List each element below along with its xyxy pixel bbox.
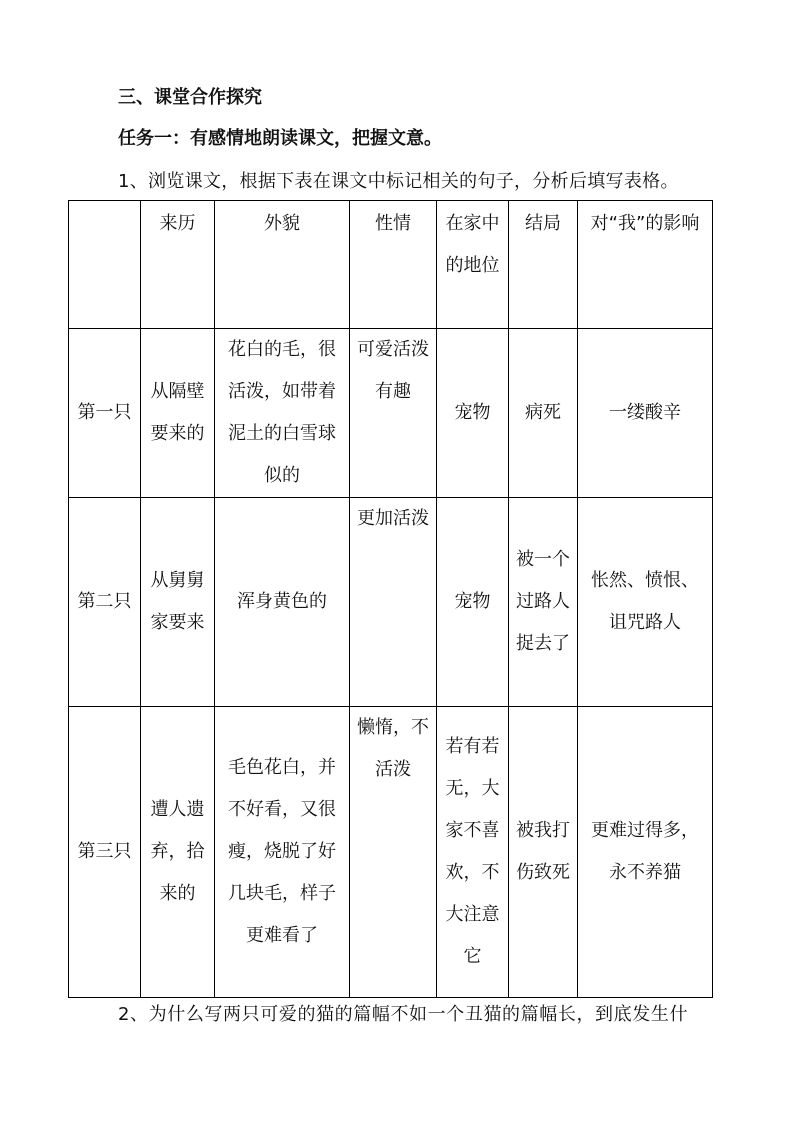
task-heading: 任务一：有感情地朗读课文，把握文意。 xyxy=(118,128,442,149)
header-cell-ending: 结局 xyxy=(509,201,578,329)
table-cell: 花白的毛，很活泼，如带着泥土的白雪球似的 xyxy=(215,329,350,498)
question-2-paragraph: 2、为什么写两只可爱的猫的篇幅不如一个丑猫的篇幅长，到底发生什 xyxy=(118,1004,689,1025)
table-cell: 浑身黄色的 xyxy=(215,498,350,707)
cat-comparison-table xyxy=(68,200,713,998)
table-cell: 宠物 xyxy=(437,498,509,707)
table-cell: 从舅舅家要来 xyxy=(141,498,215,707)
header-cell-appearance: 外貌 xyxy=(215,201,350,329)
table-cell: 从隔壁要来的 xyxy=(141,329,215,498)
table-cell: 懒惰，不活泼 xyxy=(350,707,437,998)
table-cell: 第一只 xyxy=(69,329,141,498)
table-cell: 更加活泼 xyxy=(350,498,437,707)
table-cell: 遭人遗弃，拾来的 xyxy=(141,707,215,998)
table-cell: 第二只 xyxy=(69,498,141,707)
header-cell-empty xyxy=(69,201,141,329)
table-cell: 可爱活泼有趣 xyxy=(350,329,437,498)
table-cell: 被我打伤致死 xyxy=(509,707,578,998)
table-cell: 第三只 xyxy=(69,707,141,998)
header-cell-temperament: 性情 xyxy=(350,201,437,329)
table-header-row xyxy=(69,201,713,329)
table-cell: 怅然、愤恨、诅咒路人 xyxy=(578,498,713,707)
header-cell-status: 在家中的地位 xyxy=(437,201,509,329)
table-cell: 宠物 xyxy=(437,329,509,498)
table-cell: 若有若无，大家不喜欢，不大注意它 xyxy=(437,707,509,998)
header-cell-origin: 来历 xyxy=(141,201,215,329)
table-row xyxy=(69,707,713,998)
table-cell: 更难过得多，永不养猫 xyxy=(578,707,713,998)
table-cell: 病死 xyxy=(509,329,578,498)
table-row xyxy=(69,498,713,707)
instruction-paragraph: 1、浏览课文，根据下表在课文中标记相关的句子，分析后填写表格。 xyxy=(118,171,679,192)
table-cell: 毛色花白，并不好看，又很瘦，烧脱了好几块毛，样子更难看了 xyxy=(215,707,350,998)
header-cell-impact: 对“我”的影响 xyxy=(578,201,713,329)
table-cell: 一缕酸辛 xyxy=(578,329,713,498)
table-cell: 被一个过路人捉去了 xyxy=(509,498,578,707)
table-row xyxy=(69,329,713,498)
section-heading: 三、课堂合作探究 xyxy=(118,87,262,108)
